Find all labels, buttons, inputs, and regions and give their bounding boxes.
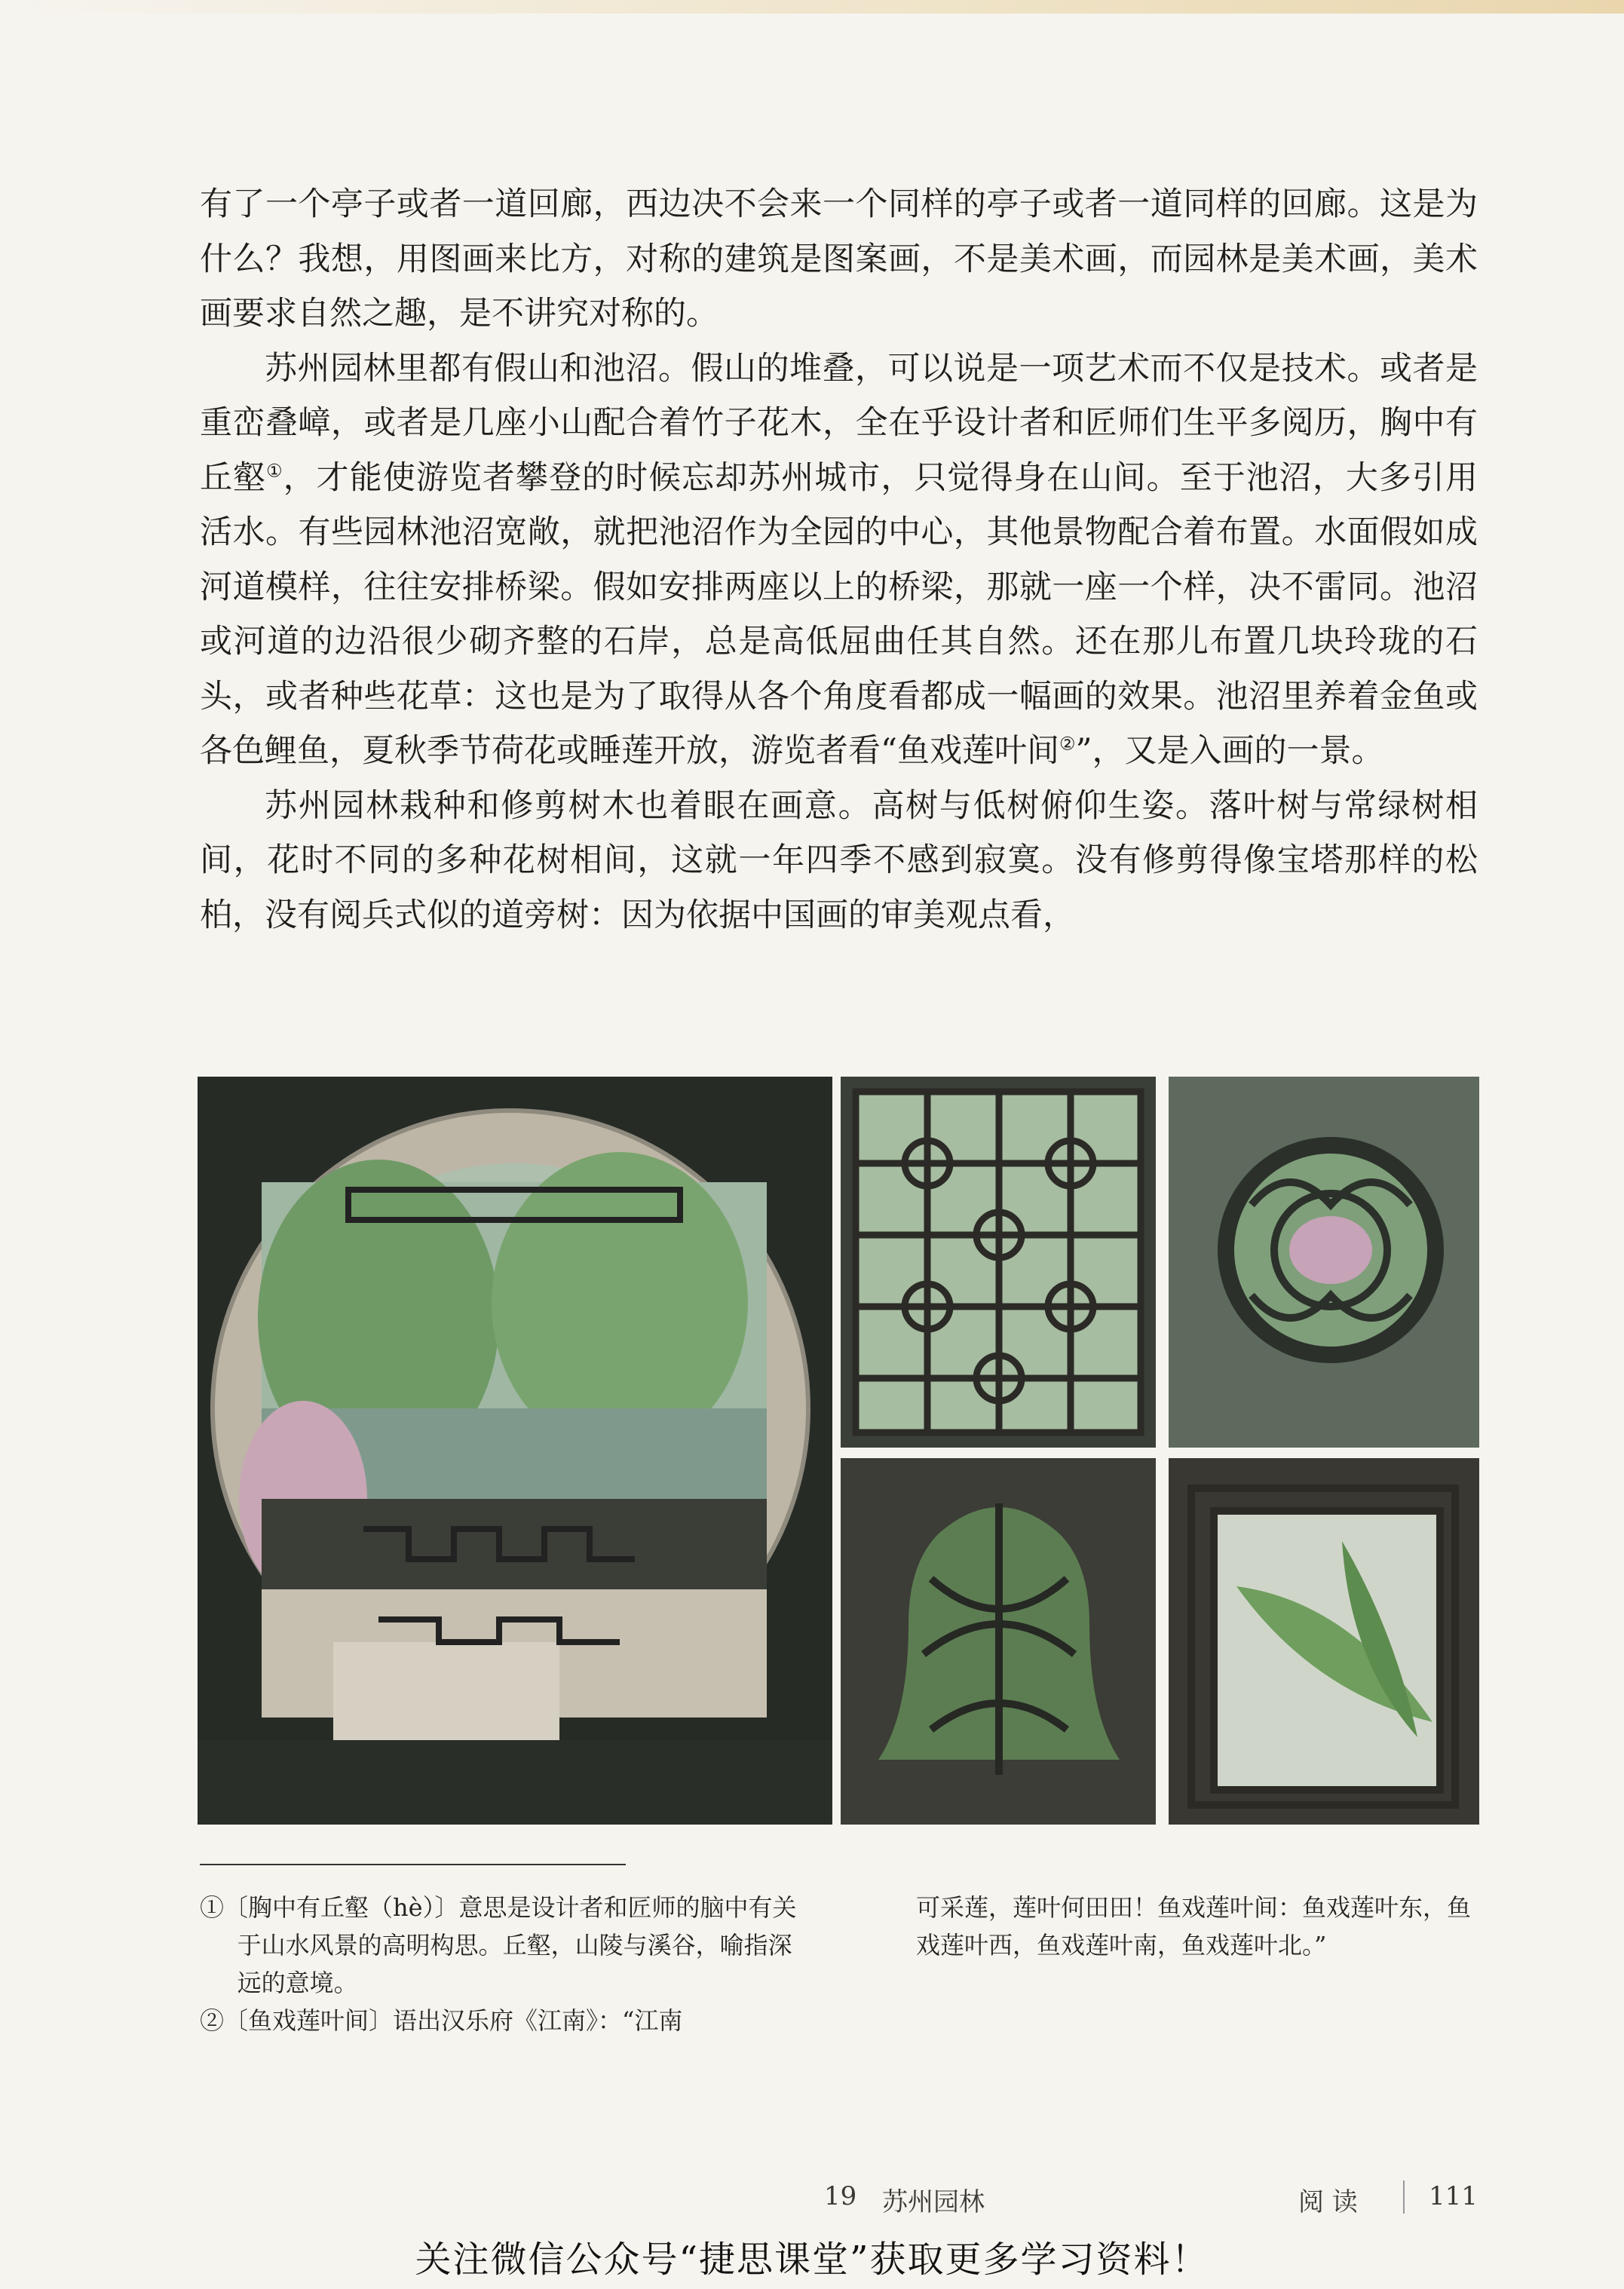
footnotes-right-column <box>916 1889 1478 1964</box>
footnote-1: ①〔胸中有丘壑（hè）〕意思是设计者和匠师的脑中有关于山水风景的高明构思。丘壑，山陵与溪谷，喻指深远的意境。 <box>200 1893 797 1997</box>
moon-gate-photo <box>198 1077 832 1825</box>
footnote-2: ②〔鱼戏莲叶间〕语出汉乐府《江南》：“江南 <box>200 2006 683 2035</box>
paragraph-2-part-b: ，才能使游览者攀登的时候忘却苏州城市，只觉得身在山间。至于池沼，大多引用活水。有些园林池沼宽敞，就把池沼作为全园的中心，其他景物配合着布置。水面假如成河道模样，往往安排桥梁。假如安排两座以上的桥梁，那就一座一个样，决不雷同。池沼或河道的边沿很少砌齐整的石岸，总是高低屈曲任其自然。还在那儿布置几块玲珑的石头，或者种些花草：这也是为了取得从各个角度看都成一幅画的效果。池沼里养着金鱼或各色鲤鱼，夏秋季节荷花或睡莲开放，游览者看“鱼戏莲叶间 <box>200 458 1478 770</box>
paragraph-1: 有了一个亭子或者一道回廊，西边决不会来一个同样的亭子或者一道同样的回廊。这是为什么？我想，用图画来比方，对称的建筑是图案画，不是美术画，而园林是美术画，美术画要求自然之趣，是不讲究对称的。 <box>200 185 1478 332</box>
body-text <box>200 177 1478 942</box>
paragraph-3: 苏州园林栽种和修剪树木也着眼在画意。高树与低树俯仰生姿。落叶树与常绿树相间，花时不同的多种花树相间，这就一年四季不感到寂寞。没有修剪得像宝塔那样的松柏，没有阅兵式似的道旁树：因为依据中国画的审美观点看， <box>200 786 1478 934</box>
paragraph-2-part-c: ”，又是入画的一景。 <box>1075 732 1384 770</box>
section-label: 阅 读 <box>1298 2187 1358 2217</box>
footnote-2-continuation: 可采莲，莲叶何田田！鱼戏莲叶间：鱼戏莲叶东，鱼戏莲叶西，鱼戏莲叶南，鱼戏莲叶北。” <box>916 1893 1472 1960</box>
footer-separator <box>1403 2180 1405 2214</box>
top-color-band <box>0 0 1624 14</box>
garden-photo-collage <box>198 1077 1479 1825</box>
footnote-ref-1[interactable]: ① <box>266 460 283 482</box>
lesson-number: 19 <box>824 2181 857 2211</box>
bell-window-photo <box>841 1458 1156 1825</box>
footnote-ref-2[interactable]: ② <box>1059 733 1076 755</box>
page-number: 111 <box>1429 2181 1478 2211</box>
paragraph-2-part-a: 苏州园林里都有假山和池沼。假山的堆叠，可以说是一项艺术而不仅是技术。或者是重峦叠嶂，或者是几座小山配合着竹子花木，全在乎设计者和匠师们生平多阅历，胸中有丘壑 <box>200 349 1478 497</box>
footnote-divider <box>200 1864 626 1865</box>
lesson-title: 苏州园林 <box>882 2187 985 2217</box>
footnotes-left-column <box>200 1889 803 2039</box>
paragraph-2 <box>200 342 1478 779</box>
banana-leaf-window-photo <box>1169 1458 1479 1825</box>
lattice-window-photo <box>841 1077 1156 1448</box>
wechat-promo-banner: 关注微信公众号“捷思课堂”获取更多学习资料！ <box>415 2238 1209 2281</box>
round-window-photo <box>1169 1077 1479 1448</box>
